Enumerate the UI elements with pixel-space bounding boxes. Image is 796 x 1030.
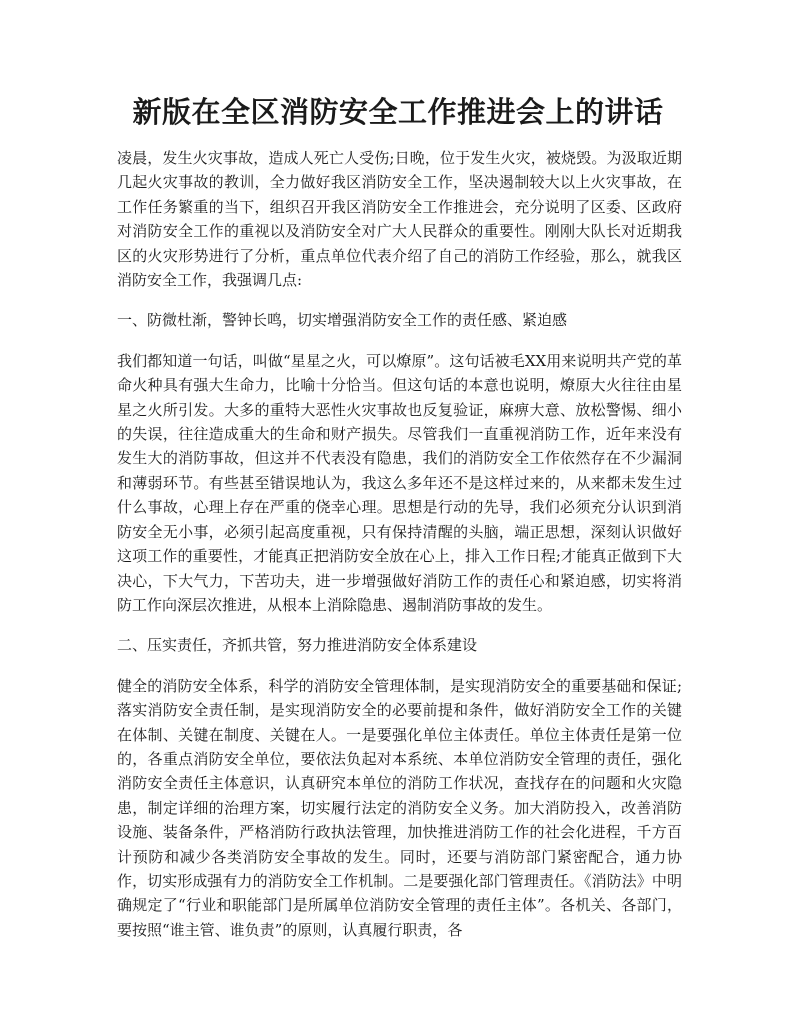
- page-title: 新版在全区消防安全工作推进会上的讲话: [132, 95, 664, 129]
- section-heading-1: 一、防微杜渐，警钟长鸣，切实增强消防安全工作的责任感、紧迫感: [117, 311, 568, 330]
- document-body: [117, 146, 682, 958]
- section-1-paragraph: 我们都知道一句话，叫做“星星之火，可以燎原”。这句话被毛XX用来说明共产党的革命火种具有强大生命力，比喻十分恰当。但这句话的本意也说明，燎原大火往往由星星之火所引发。大多的重特大恶性火灾事故也反复验证，麻痹大意、放松警惕、细小的失误，往往造成重大的生命和财产损失。尽管我们一直重视消防工作，近年来没有发生大的消防事故，但这并不代表没有隐患，我们的消防安全工作依然存在不少漏洞和薄弱环节。有些甚至错误地认为，我这么多年还不是这样过来的，从来都未发生过什么事故，心理上存在严重的侥幸心理。思想是行动的先导，我们必须充分认识到消防安全无小事，必须引起高度重视，只有保持清醒的头脑，端正思想，深刻认识做好这项工作的重要性，才能真正把消防安全放在心上，排入工作日程;才能真正做到下大决心，下大气力，下苦功夫，进一步增强做好消防工作的责任心和紧迫感，切实将消防工作向深层次推进，从根本上消除隐患、遏制消防事故的发生。: [117, 351, 682, 614]
- section-2-paragraph: 健全的消防安全体系，科学的消防安全管理体制，是实现消防安全的重要基础和保证;落实消防安全责任制，是实现消防安全的必要前提和条件，做好消防安全工作的关键在体制、关键在制度、关键在人。一是要强化单位主体责任。单位主体责任是第一位的，各重点消防安全单位，要依法负起对本系统、本单位消防安全管理的责任，强化消防安全责任主体意识，认真研究本单位的消防工作状况，查找存在的问题和火灾隐患，制定详细的治理方案，切实履行法定的消防安全义务。加大消防投入，改善消防设施、装备条件，严格消防行政执法管理，加快推进消防工作的社会化进程，千方百计预防和减少各类消防安全事故的发生。同时，还要与消防部门紧密配合，通力协作，切实形成强有力的消防安全工作机制。二是要强化部门管理责任。《消防法》中明确规定了“行业和职能部门是所属单位消防安全管理的责任主体”。各机关、各部门，要按照“谁主管、谁负责”的原则，认真履行职责，各: [117, 676, 682, 939]
- intro-paragraph: 凌晨，发生火灾事故，造成人死亡人受伤;日晚，位于发生火灾，被烧毁。为汲取近期几起火灾事故的教训，全力做好我区消防安全工作，坚决遏制较大以上火灾事故，在工作任务繁重的当下，组织召开我区消防安全工作推进会，充分说明了区委、区政府对消防安全工作的重视以及消防安全对广大人民群众的重要性。刚刚大队长对近期我区的火灾形势进行了分析，重点单位代表介绍了自己的消防工作经验，那么，就我区消防安全工作，我强调几点:: [117, 149, 682, 290]
- section-heading-2: 二、压实责任，齐抓共管，努力推进消防安全体系建设: [117, 636, 478, 655]
